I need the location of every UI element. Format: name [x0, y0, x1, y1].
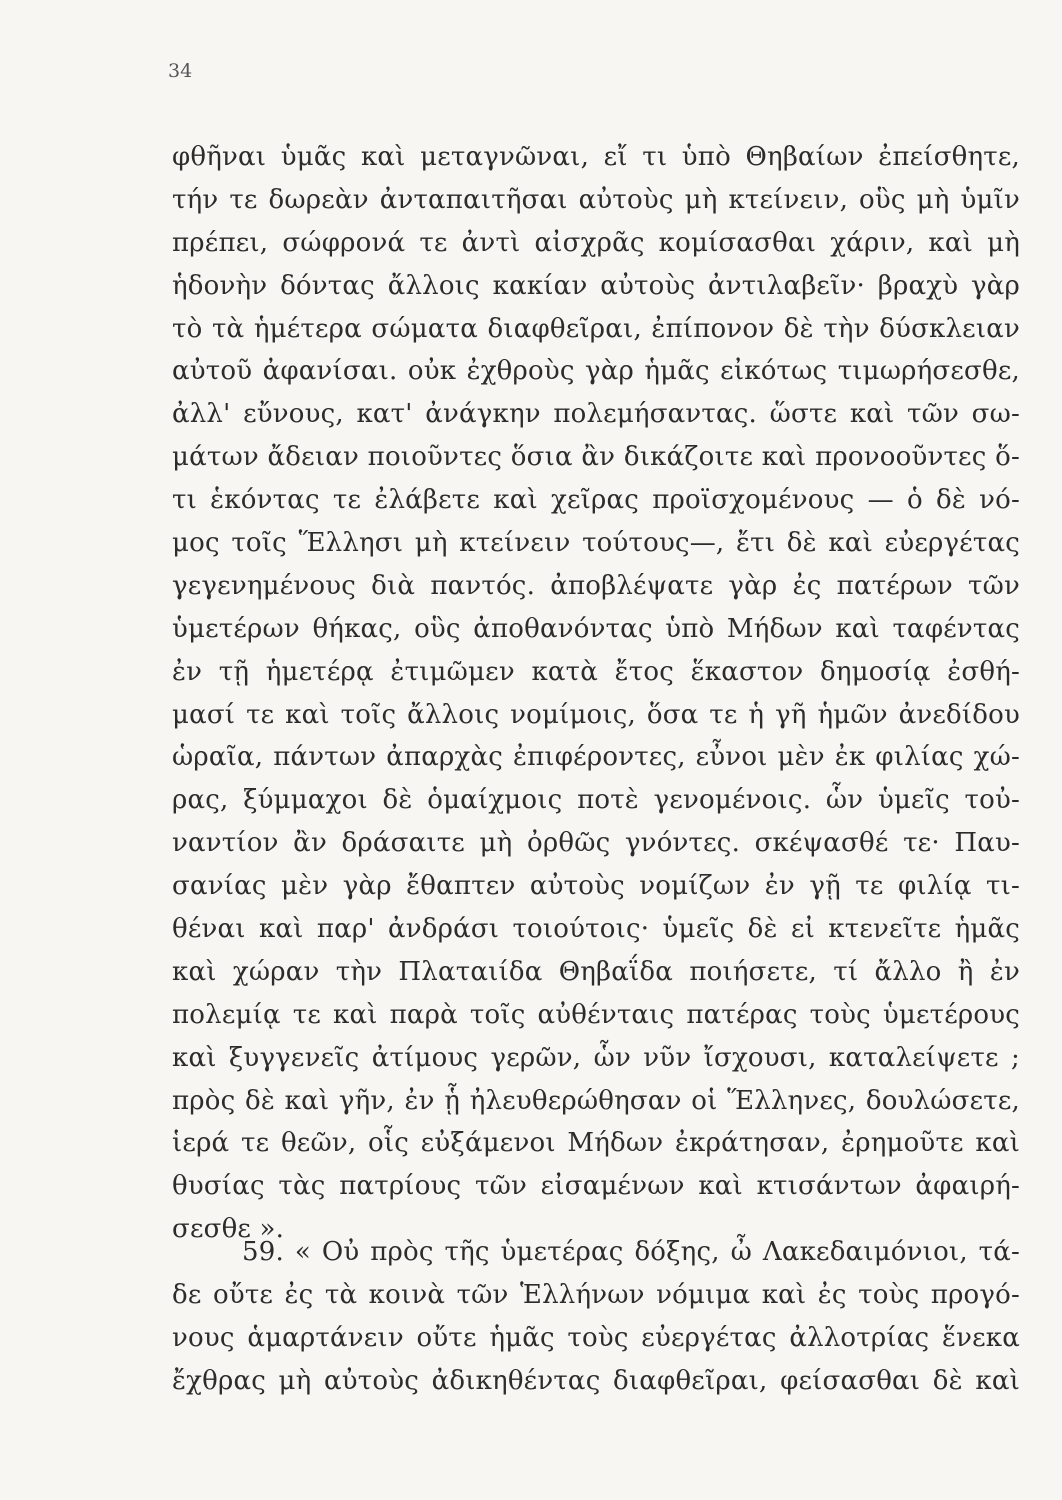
text-line: ὑμετέρων θήκας, οὓς ἀποθανόντας ὑπὸ Μήδων καὶ ταφέντας — [172, 613, 1020, 644]
text-line: φθῆναι ὑμᾶς καὶ μεταγνῶναι, εἴ τι ὑπὸ Θηβαίων ἐπείσθητε, — [172, 142, 1020, 172]
text-line: θέναι καὶ παρ' ἀνδράσι τοιούτοις· ὑμεῖς δὲ εἰ κτενεῖτε ἡμᾶς — [172, 914, 1020, 945]
text-line: πρὸς δὲ καὶ γῆν, ἐν ᾗ ἠλευθερώθησαν οἱ Ἕλληνες, δουλώσετε, — [172, 1085, 1020, 1116]
text-line: θυσίας τὰς πατρίους τῶν εἰσαμένων καὶ κτισάντων ἀφαιρή- — [172, 1171, 1020, 1202]
text-line: τὸ τὰ ἡμέτερα σώματα διαφθεῖραι, ἐπίπονον δὲ τὴν δύσκλειαν — [172, 313, 1020, 344]
text-line: σανίας μὲν γὰρ ἔθαπτεν αὐτοὺς νομίζων ἐν γῇ τε φιλίᾳ τι- — [172, 871, 1020, 902]
text-line: 59. « Οὐ πρὸς τῆς ὑμετέρας δόξης, ὦ Λακεδαιμόνιοι, τά- — [242, 1237, 1020, 1267]
text-line: μασί τε καὶ τοῖς ἄλλοις νομίμοις, ὅσα τε ἡ γῆ ἡμῶν ἀνεδίδου — [172, 699, 1020, 730]
text-line: νους ἁμαρτάνειν οὔτε ἡμᾶς τοὺς εὐεργέτας ἀλλοτρίας ἕνεκα — [172, 1322, 1020, 1353]
text-line: μάτων ἄδειαν ποιοῦντες ὅσια ἂν δικάζοιτε καὶ προνοοῦντες ὅ- — [172, 442, 1020, 473]
text-line: γεγενημένους διὰ παντός. ἀποβλέψατε γὰρ ἐς πατέρων τῶν — [172, 570, 1020, 601]
text-line: πολεμίᾳ τε καὶ παρὰ τοῖς αὐθένταις πατέρας τοὺς ὑμετέρους — [172, 999, 1020, 1030]
text-line: μος τοῖς Ἕλλησι μὴ κτείνειν τούτους—, ἔτι δὲ καὶ εὐεργέτας — [172, 528, 1020, 559]
text-line: δε οὔτε ἐς τὰ κοινὰ τῶν Ἑλλήνων νόμιμα καὶ ἐς τοὺς προγό- — [172, 1279, 1020, 1310]
text-line: τι ἑκόντας τε ἐλάβετε καὶ χεῖρας προϊσχομένους — ὁ δὲ νό- — [172, 485, 1020, 516]
text-line: καὶ ξυγγενεῖς ἀτίμους γερῶν, ὧν νῦν ἴσχουσι, καταλείψετε ; — [172, 1042, 1020, 1073]
text-line: ἱερά τε θεῶν, οἷς εὐξάμενοι Μήδων ἐκράτησαν, ἐρημοῦτε καὶ — [172, 1128, 1020, 1159]
text-line: ἡδονὴν δόντας ἄλλοις κακίαν αὐτοὺς ἀντιλαβεῖν· βραχὺ γὰρ — [172, 270, 1020, 301]
text-line: καὶ χώραν τὴν Πλαταιίδα Θηβαΐδα ποιήσετε, τί ἄλλο ἢ ἐν — [172, 956, 1020, 987]
page-number: 34 — [168, 60, 193, 82]
text-line: πρέπει, σώφρονά τε ἀντὶ αἰσχρᾶς κομίσασθαι χάριν, καὶ μὴ — [172, 227, 1020, 258]
text-line: ἐν τῇ ἡμετέρᾳ ἐτιμῶμεν κατὰ ἔτος ἕκαστον δημοσίᾳ ἐσθή- — [172, 656, 1020, 687]
paragraph-2 — [172, 1231, 1020, 1403]
paragraph-1 — [172, 136, 1020, 1251]
text-line: ὡραῖα, πάντων ἀπαρχὰς ἐπιφέροντες, εὖνοι μὲν ἐκ φιλίας χώ- — [172, 742, 1020, 773]
text-line: ναντίον ἂν δράσαιτε μὴ ὀρθῶς γνόντες. σκέψασθέ τε· Παυ- — [172, 828, 1020, 859]
text-line: ρας, ξύμμαχοι δὲ ὁμαίχμοις ποτὲ γενομένοις. ὧν ὑμεῖς τοὐ- — [172, 785, 1020, 816]
text-line: ἔχθρας μὴ αὐτοὺς ἀδικηθέντας διαφθεῖραι, φείσασθαι δὲ καὶ — [172, 1365, 1020, 1396]
text-line: αὐτοῦ ἀφανίσαι. οὐκ ἐχθροὺς γὰρ ἡμᾶς εἰκότως τιμωρήσεσθε, — [172, 356, 1020, 387]
text-line: ἀλλ' εὔνους, κατ' ἀνάγκην πολεμήσαντας. ὥστε καὶ τῶν σω- — [172, 399, 1020, 430]
text-line: τήν τε δωρεὰν ἀνταπαιτῆσαι αὐτοὺς μὴ κτείνειν, οὓς μὴ ὑμῖν — [172, 184, 1020, 215]
text-line: σεσθε ». — [172, 1214, 285, 1245]
